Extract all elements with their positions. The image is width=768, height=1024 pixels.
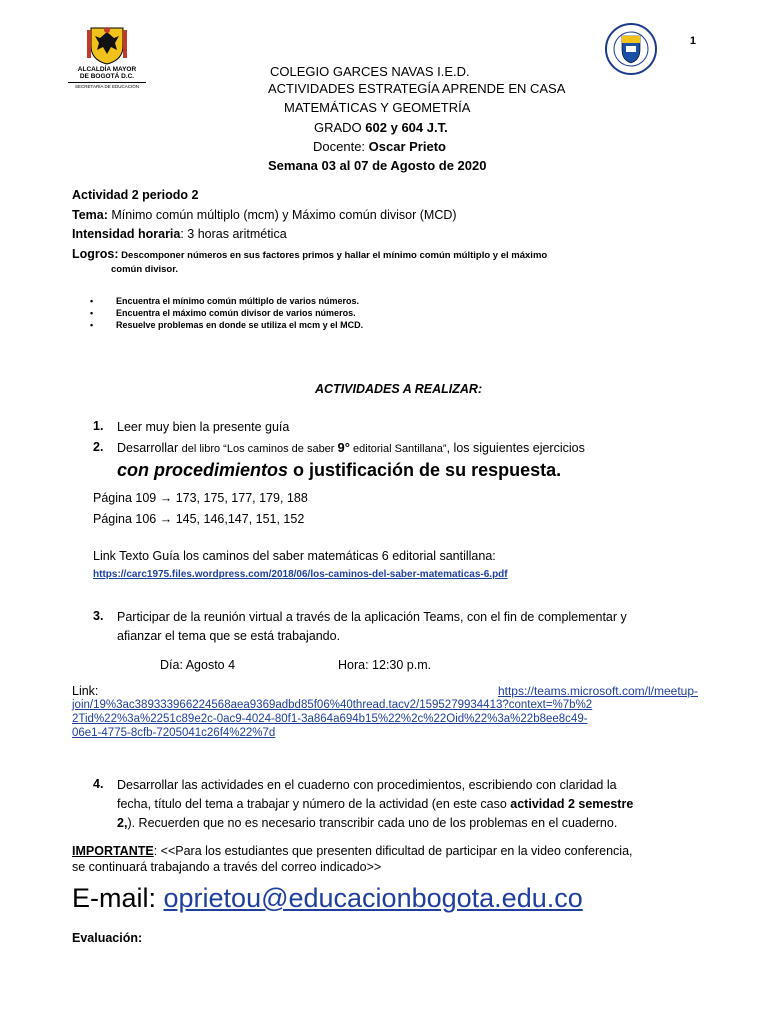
email-label: E-mail: xyxy=(72,883,164,913)
meeting-hour: Hora: 12:30 p.m. xyxy=(338,658,432,672)
item4-line3 xyxy=(117,815,617,831)
week-line: Semana 03 al 07 de Agosto de 2020 xyxy=(268,158,487,173)
item-number: 2. xyxy=(93,440,104,454)
logros-text: Descomponer números en sus factores primos y hallar el mínimo común múltiplo y el máximo xyxy=(118,250,548,261)
tema-line xyxy=(72,207,457,223)
tema-value: Mínimo común múltiplo (mcm) y Máximo común divisor (MCD) xyxy=(107,208,457,222)
item-number: 1. xyxy=(93,419,104,433)
item2-part: del libro “Los caminos de saber xyxy=(181,443,338,455)
logros-label: Logros: xyxy=(72,247,119,261)
item4-line2 xyxy=(117,796,633,812)
teacher-label: Docente: xyxy=(313,139,369,154)
item2-text xyxy=(117,440,585,457)
school-emblem xyxy=(604,22,658,76)
item-number: 4. xyxy=(93,777,104,791)
teams-link[interactable]: https://teams.microsoft.com/l/meetup- xyxy=(497,684,698,698)
intensity-line xyxy=(72,226,287,242)
item2-part: editorial Santillana” xyxy=(349,443,447,455)
logo-line1: ALCALDÍA MAYOR xyxy=(77,66,137,73)
item4-bold: 2, xyxy=(117,816,128,830)
page-number: 1 xyxy=(689,35,696,47)
teams-link-cont[interactable]: 06e1-4775-8cfb-7205041c26f4%22%7d xyxy=(72,727,276,739)
item2-part: 9° xyxy=(337,440,350,455)
page-values: 173, 175, 177, 179, 188 xyxy=(175,491,308,505)
strategy-title: ACTIVIDADES ESTRATEGÍA APRENDE EN CASA xyxy=(268,81,566,96)
important-text-cont: se continuará trabajando a través del correo indicado>> xyxy=(72,860,382,874)
logros-line xyxy=(72,245,547,263)
item2-part: , los siguientes ejercicios xyxy=(446,441,585,455)
grade-value: 602 y 604 J.T. xyxy=(365,120,448,135)
bullet-item: • Resuelve problemas en donde se utiliza el mcm y el MCD. xyxy=(90,319,363,331)
procedure-note xyxy=(117,460,561,481)
page-label: Página 109 → xyxy=(93,491,176,505)
procedure-rest: o justificación de su respuesta. xyxy=(288,460,562,480)
logo-line3: SECRETARÍA DE EDUCACIÓN xyxy=(68,82,146,90)
guide-link-label: Link Texto Guía los caminos del saber matemáticas 6 editorial santillana: xyxy=(93,549,496,563)
item3-line2: afianzar el tema que se está trabajando. xyxy=(117,629,341,643)
intensity-value: : 3 horas aritmética xyxy=(180,227,287,241)
evaluation-title: Evaluación: xyxy=(72,931,143,945)
important-colon: : xyxy=(153,844,161,858)
bogota-coat-of-arms-icon xyxy=(85,24,129,66)
item3-line1: Participar de la reunión virtual a través de la aplicación Teams, con el fin de complementar y xyxy=(117,610,627,624)
procedure-italic: con procedimientos xyxy=(117,460,289,480)
important-text: <<Para los estudiantes que presenten dificultad de participar en la video conferencia, xyxy=(160,844,633,858)
grade-line xyxy=(314,120,448,136)
bullet-item: • Encuentra el máximo común divisor de varios números. xyxy=(90,307,363,319)
teacher-line xyxy=(313,139,446,155)
subject-title: MATEMÁTICAS Y GEOMETRÍA xyxy=(284,100,471,115)
logros-text-cont: común divisor. xyxy=(111,264,179,275)
page-values: 145, 146,147, 151, 152 xyxy=(175,512,305,526)
school-shield-icon xyxy=(604,22,658,76)
school-name: COLEGIO GARCES NAVAS I.E.D. xyxy=(270,64,470,79)
logo-line2: DE BOGOTÁ D.C. xyxy=(79,73,135,80)
email-line xyxy=(72,883,583,914)
item4-line1: Desarrollar las actividades en el cuaderno con procedimientos, escribiendo con claridad la xyxy=(117,778,617,792)
page-label: Página 106 → xyxy=(93,512,176,526)
item2-part: Desarrollar xyxy=(117,441,182,455)
item4-part: ). Recuerden que no es necesario transcribir cada uno de los problemas en el cuaderno. xyxy=(127,816,618,830)
bullet-item: • Encuentra el mínimo común múltiplo de varios números. xyxy=(90,295,363,307)
item4-part: fecha, título del tema a trabajar y número de la actividad (en este caso xyxy=(117,797,511,811)
meeting-day: Día: Agosto 4 xyxy=(160,658,236,672)
activities-title: ACTIVIDADES A REALIZAR: xyxy=(315,382,483,396)
teams-link-cont[interactable]: 2Tid%22%3a%2251c89e2c-0ac9-4024-80f1-3a864a694b15%22%2c%22Oid%22%3a%22b8ee8c49- xyxy=(72,713,588,725)
grade-label: GRADO xyxy=(314,120,366,135)
item1-text: Leer muy bien la presente guía xyxy=(117,420,290,434)
email-link[interactable]: oprietou@educacionbogota.edu.co xyxy=(163,883,583,913)
alcaldia-logo xyxy=(68,24,146,90)
page-exercises xyxy=(93,511,304,527)
intensity-label: Intensidad horaria xyxy=(72,227,181,241)
teams-link-label: Link: xyxy=(72,684,99,698)
item-number: 3. xyxy=(93,609,104,623)
activity-title: Actividad 2 periodo 2 xyxy=(72,188,199,202)
teams-link-cont[interactable]: join/19%3ac389333966224568aea9369adbd85f06%40thread.tacv2/1595279934413?context=%7b%2 xyxy=(72,699,593,711)
important-note xyxy=(72,843,633,859)
guide-link[interactable]: https://carc1975.files.wordpress.com/2018/06/los-caminos-del-saber-matematicas-6.pdf xyxy=(93,569,508,580)
item4-bold: actividad 2 semestre xyxy=(510,797,634,811)
important-label: IMPORTANTE xyxy=(72,844,154,858)
tema-label: Tema: xyxy=(72,208,108,222)
teacher-value: Oscar Prieto xyxy=(368,139,446,154)
page-exercises xyxy=(93,490,308,506)
logros-bullets xyxy=(90,295,363,331)
